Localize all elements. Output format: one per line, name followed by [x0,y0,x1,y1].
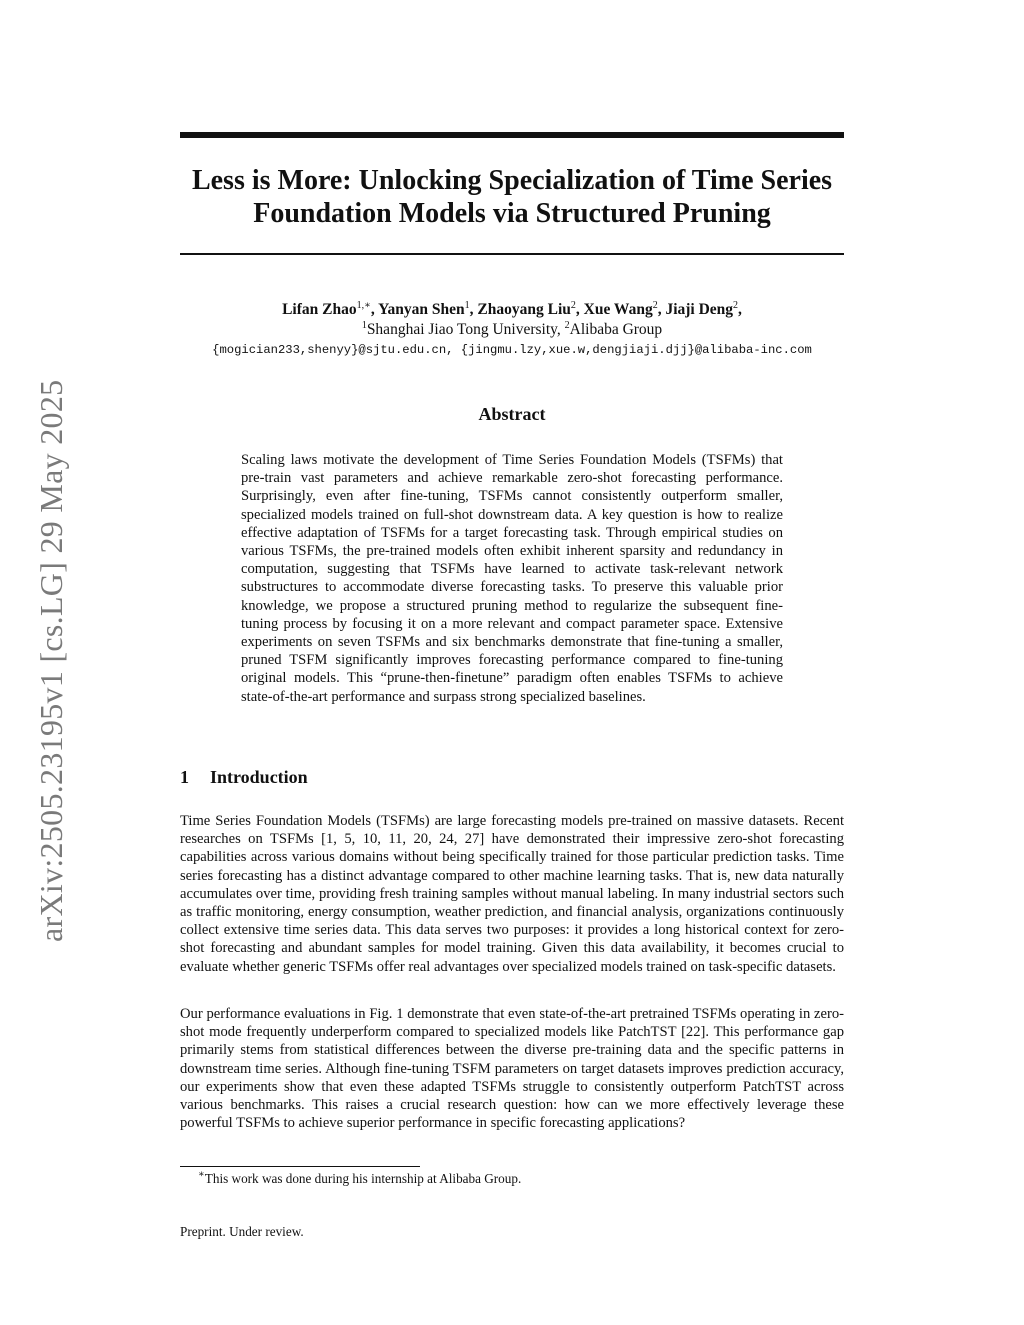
introduction-paragraph-2: Our performance evaluations in Fig. 1 demonstrate that even state-of-the-art pretrained TSFMs operating in zero-shot mode frequently underperform compared to specialized models like PatchTST [22]. This performance gap primarily stems from statistical differences between the diverse pre-training data and the specific patterns in downstream time series. Although fine-tuning TSFM parameters on target datasets improves prediction accuracy, our experiments show that even these adapted TSFMs struggle to consistently outperform PatchTST across various benchmarks. This raises a crucial research question: how can we more effectively leverage these powerful TSFMs to achieve superior performance in specific forecasting applications? [180,1006,844,1132]
author-list-end: , [738,301,742,318]
footnote-rule [180,1166,420,1167]
section-number: 1 [180,767,189,787]
author-name: , Yanyan Shen [370,301,465,318]
section-title: Introduction [210,767,308,787]
title-bottom-rule [180,253,844,255]
author-name: , Jiaji Deng [657,301,734,318]
footnote-text: This work was done during his internship at Alibaba Group. [204,1171,522,1186]
author-name: , Xue Wang [575,301,653,318]
abstract-heading: Abstract [478,404,546,424]
arxiv-sidebar-stamp: arXiv:2505.23195v1 [cs.LG] 29 May 2025 [33,379,69,942]
author-name: Lifan Zhao [282,301,357,318]
affiliation-mark: 1 [361,320,367,331]
footnote [198,1171,521,1187]
preprint-notice: Preprint. Under review. [180,1224,304,1239]
author-affiliation-mark: 2 [570,300,576,311]
author-name: , Zhaoyang Liu [469,301,571,318]
title-line-1: Less is More: Unlocking Specialization of Time Series [191,165,833,196]
affiliation-2: Alibaba Group [569,321,663,338]
title-line-2: Foundation Models via Structured Pruning [253,198,771,229]
author-emails: {mogician233,shenyy}@sjtu.edu.cn, {jingmu.lzy,xue.w,dengjiaji.djj}@alibaba-inc.com [212,343,812,357]
title-top-rule [180,132,844,138]
affiliation-1: Shanghai Jiao Tong University, [366,321,565,338]
author-affiliation-mark: 1 [464,300,470,311]
author-affiliation-mark: 2 [652,300,658,311]
author-list [160,300,864,320]
footnote-mark: ∗ [198,1169,205,1180]
abstract-text: Scaling laws motivate the development of Time Series Foundation Models (TSFMs) that pre-train vast parameters and achieve remarkable zero-shot forecasting performance. Surprisingly, even after fine-tuning, TSFMs cannot consistently outperform smaller, specialized models trained on full-shot downstream data. A key question is how to realize effective adaptation of TSFMs for a target forecasting task. Through empirical studies on various TSFMs, the pre-trained models often exhibit inherent sparsity and redundancy in computation, suggesting that TSFMs have learned to activate task-relevant network substructures to accommodate diverse forecasting tasks. To preserve this valuable prior knowledge, we propose a structured pruning method to regularize the subsequent fine-tuning process by focusing it on a more relevant and compact parameter space. Extensive experiments on seven TSFMs and six benchmarks demonstrate that fine-tuning a smaller, pruned TSFM significantly improves forecasting performance compared to fine-tuning original models. This “prune-then-finetune” paradigm often enables TSFMs to achieve state-of-the-art performance and surpass strong specialized baselines. [241,452,783,705]
section-heading-introduction [180,767,308,788]
affiliation-mark: 2 [564,320,570,331]
introduction-paragraph-1: Time Series Foundation Models (TSFMs) are large forecasting models pre-trained on massive datasets. Recent researches on TSFMs [1, 5, 10, 11, 20, 24, 27] have demonstrated their impressive zero-shot forecasting capabilities across various domains without being specifically trained for those particular prediction tasks. Time series forecasting has a distinct advantage compared to other machine learning tasks. That is, new data naturally accumulates over time, providing fresh training samples without manual labeling. In many industrial sectors such as traffic monitoring, energy consumption, weather prediction, and financial analysis, organizations continuously collect extensive time series data. This data serves two purposes: it provides a long historical context for zero-shot forecasting and abundant samples for model training. Given this data availability, it becomes crucial to evaluate whether generic TSFMs offer real advantages over specialized models trained on task-specific datasets. [180,813,844,975]
author-affiliation-mark: 2 [733,300,739,311]
affiliations [160,320,864,340]
paper-title [160,164,864,230]
author-affiliation-mark: 1,∗ [356,300,371,311]
